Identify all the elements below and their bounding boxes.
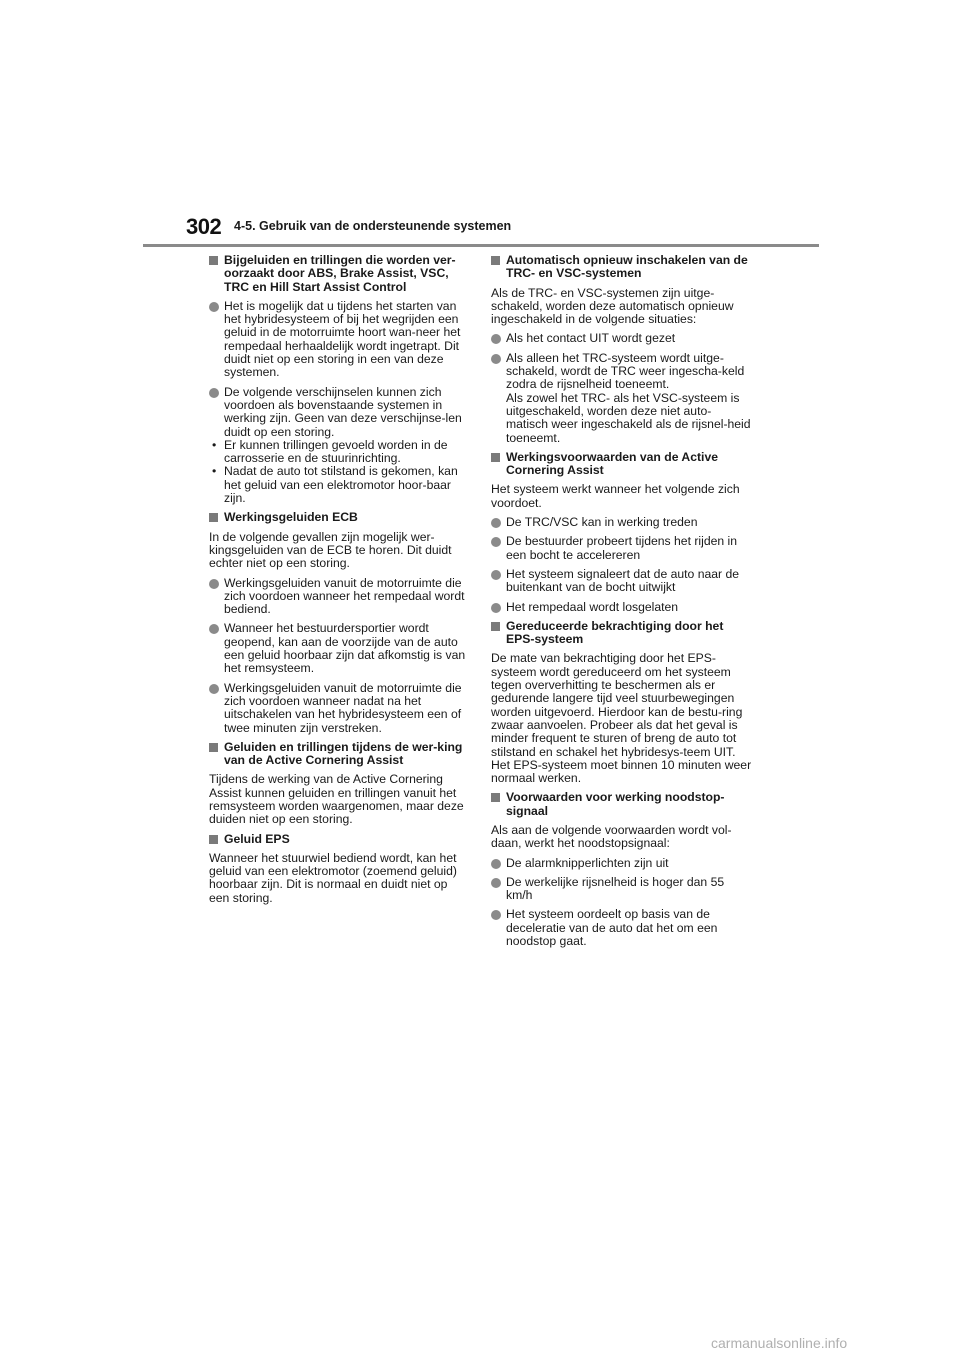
circle-bullet-icon	[209, 624, 219, 634]
circle-bullet-icon	[491, 910, 501, 920]
list-item	[209, 622, 471, 675]
list-item	[491, 332, 753, 345]
left-column	[209, 254, 471, 911]
list-item-text: Als zowel het TRC- als het VSC-systeem is uitgeschakeld, worden deze niet auto-matisch weer ingeschakeld als de rijsnel-heid toeneemt.	[506, 390, 751, 445]
section-heading	[491, 620, 753, 647]
section-title: Geluiden en trillingen tijdens de wer-king van de Active Cornering Assist	[224, 739, 463, 768]
list-item-text: De TRC/VSC kan in werking treden	[506, 515, 698, 530]
section-heading	[209, 511, 471, 524]
list-item-text: De bestuurder probeert tijdens het rijden in een bocht te accelereren	[506, 534, 738, 562]
circle-bullet-icon	[491, 859, 501, 869]
circle-bullet-icon	[491, 334, 501, 344]
list-item	[491, 568, 753, 595]
list-item	[491, 876, 753, 903]
list-item	[209, 386, 471, 506]
square-bullet-icon	[491, 793, 500, 802]
paragraph: Wanneer het stuurwiel bediend wordt, kan het geluid van een elektromotor (zoemend geluid) hoorbaar zijn. Dit is normaal en duidt niet op een storing.	[209, 850, 457, 905]
page-number: 302	[186, 214, 222, 239]
list-item	[491, 352, 753, 445]
section-title: Bijgeluiden en trillingen die worden ver-oorzaakt door ABS, Brake Assist, VSC, TRC en Hill Start Assist Control	[224, 253, 456, 294]
list-item-text: Wanneer het bestuurdersportier wordt geopend, kan aan de voorzijde van de auto een geluid hoorbaar zijn dat afkomstig is van het remsysteem.	[224, 621, 466, 676]
paragraph: Als de TRC- en VSC-systemen zijn uitge-schakeld, worden deze automatisch opnieuw ingeschakeld in de volgende situaties:	[491, 285, 734, 327]
sub-item	[209, 465, 471, 505]
circle-bullet-icon	[491, 570, 501, 580]
paragraph: Tijdens de werking van de Active Cornering Assist kunnen geluiden en trillingen vanuit het remsysteem worden waargenomen, maar deze duiden niet op een storing.	[209, 772, 464, 827]
section-title: Automatisch opnieuw inschakelen van de TRC- en VSC-systemen	[506, 253, 748, 281]
section-heading	[491, 451, 753, 478]
list-item-text: De werkelijke rijsnelheid is hoger dan 55 km/h	[506, 874, 725, 903]
section-title: Werkingsvoorwaarden van de Active Cornering Assist	[506, 449, 719, 478]
section-heading	[491, 791, 753, 818]
list-item-text: Als het contact UIT wordt gezet	[506, 331, 676, 346]
section-title: Geluid EPS	[224, 831, 290, 846]
list-item-text: Het systeem signaleert dat de auto naar de buitenkant van de bocht uitwijkt	[506, 566, 740, 595]
section-heading	[209, 254, 471, 294]
circle-bullet-icon	[209, 579, 219, 589]
list-item-text: Het rempedaal wordt losgelaten	[506, 599, 679, 614]
chapter-title: 4-5. Gebruik van de ondersteunende systemen	[234, 219, 512, 233]
section-title: Gereduceerde bekrachtiging door het EPS-systeem	[506, 618, 724, 647]
section-heading	[209, 741, 471, 768]
list-item	[491, 857, 753, 870]
circle-bullet-icon	[491, 878, 501, 888]
paragraph: Als aan de volgende voorwaarden wordt vol-daan, werkt het noodstopsignaal:	[491, 822, 732, 851]
dot-bullet-icon: •	[212, 464, 217, 479]
list-item	[209, 300, 471, 380]
circle-bullet-icon	[491, 603, 501, 613]
circle-bullet-icon	[491, 537, 501, 547]
list-item	[491, 601, 753, 614]
list-item-text: Het is mogelijk dat u tijdens het starten van het hybridesysteem of bij het wegrijden een geluid in de motorruimte hoort wan-neer het rempedaal herhaaldelijk wordt ingetrapt. Dit duidt niet op een storing in een van deze systemen.	[224, 298, 461, 380]
list-item	[209, 577, 471, 617]
square-bullet-icon	[209, 256, 218, 265]
square-bullet-icon	[491, 256, 500, 265]
right-column	[491, 254, 753, 954]
list-item	[209, 682, 471, 735]
watermark-link[interactable]: carmanualsonline.info	[711, 1335, 848, 1351]
header-rule	[143, 244, 819, 247]
circle-bullet-icon	[491, 518, 501, 528]
circle-bullet-icon	[209, 684, 219, 694]
circle-bullet-icon	[491, 354, 501, 364]
section-title: Voorwaarden voor werking noodstop-signaal	[506, 790, 725, 818]
list-item	[491, 908, 753, 948]
sub-item	[209, 439, 471, 466]
list-item	[491, 516, 753, 529]
circle-bullet-icon	[209, 302, 219, 312]
page-header	[186, 214, 818, 244]
circle-bullet-icon	[209, 388, 219, 398]
square-bullet-icon	[209, 835, 218, 844]
list-item	[491, 535, 753, 562]
square-bullet-icon	[491, 453, 500, 462]
paragraph: De mate van bekrachtiging door het EPS-systeem wordt gereduceerd om het systeem tegen oververhitting te beschermen als er gedurende langere tijd veel stuurbewegingen worden uitgevoerd. Hierdoor kan de bestu-ring zwaar aanvoelen. Probeer als dat het geval is minder frequent te sturen of breng de auto tot stilstand en schakel het hybridesys-teem UIT. Het EPS-systeem moet binnen 10 minuten weer normaal werken.	[491, 651, 752, 786]
list-item-text: Werkingsgeluiden vanuit de motorruimte die zich voordoen wanneer het rempedaal wordt bediend.	[224, 575, 465, 617]
dot-bullet-icon: •	[212, 437, 217, 452]
sub-item-text: Er kunnen trillingen gevoeld worden in de carrosserie en de stuurinrichting.	[224, 437, 448, 466]
list-item-text: Als alleen het TRC-systeem wordt uitge-schakeld, wordt de TRC weer ingescha-keld zodra de rijsnelheid toeneemt.	[506, 350, 745, 392]
list-item-text: Het systeem oordeelt op basis van de deceleratie van de auto dat het om een noodstop gaat.	[506, 907, 718, 949]
square-bullet-icon	[209, 513, 218, 522]
list-item-text: De alarmknipperlichten zijn uit	[506, 855, 669, 870]
list-item-text: De volgende verschijnselen kunnen zich voordoen als bovenstaande systemen in werking zijn. Geen van deze verschijnse-len duidt op een storing.	[224, 384, 462, 439]
list-item-text: Werkingsgeluiden vanuit de motorruimte die zich voordoen wanneer nadat na het uitschakelen van het hybridesysteem een of twee minuten zijn verstreken.	[224, 680, 462, 735]
section-heading	[491, 254, 753, 281]
square-bullet-icon	[209, 743, 218, 752]
section-title: Werkingsgeluiden ECB	[224, 510, 358, 525]
sub-item-text: Nadat de auto tot stilstand is gekomen, kan het geluid van een elektromotor hoor-baar zijn.	[224, 464, 458, 506]
square-bullet-icon	[491, 622, 500, 631]
paragraph: Het systeem werkt wanneer het volgende zich voordoet.	[491, 482, 740, 510]
paragraph: In de volgende gevallen zijn mogelijk wer-kingsgeluiden van de ECB te horen. Dit duidt echter niet op een storing.	[209, 529, 452, 571]
section-heading	[209, 833, 471, 846]
